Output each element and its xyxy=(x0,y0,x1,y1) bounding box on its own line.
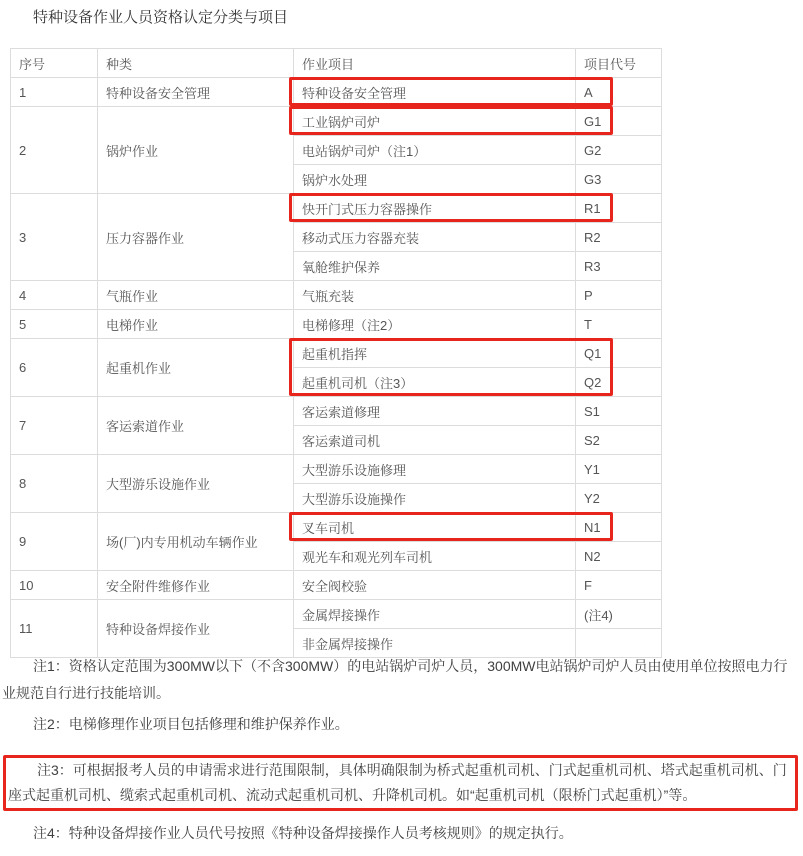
table-row xyxy=(11,281,662,310)
code-cell: Y2 xyxy=(576,484,662,513)
serial-cell: 5 xyxy=(11,310,98,339)
table-row xyxy=(11,513,662,542)
category-cell: 锅炉作业 xyxy=(98,107,294,194)
table-row xyxy=(11,571,662,600)
serial-cell: 2 xyxy=(11,107,98,194)
project-cell: 移动式压力容器充装 xyxy=(294,223,576,252)
project-cell: 工业锅炉司炉 xyxy=(294,107,576,136)
category-cell: 特种设备安全管理 xyxy=(98,78,294,107)
header-serial: 序号 xyxy=(11,49,98,78)
table-row xyxy=(11,455,662,484)
code-cell: S1 xyxy=(576,397,662,426)
project-cell: 锅炉水处理 xyxy=(294,165,576,194)
project-cell: 客运索道司机 xyxy=(294,426,576,455)
category-cell: 客运索道作业 xyxy=(98,397,294,455)
category-cell: 特种设备焊接作业 xyxy=(98,600,294,658)
category-cell: 起重机作业 xyxy=(98,339,294,397)
project-cell: 观光车和观光列车司机 xyxy=(294,542,576,571)
code-cell: F xyxy=(576,571,662,600)
table-row xyxy=(11,107,662,136)
category-cell: 压力容器作业 xyxy=(98,194,294,281)
table-row xyxy=(11,310,662,339)
table-header-row xyxy=(11,49,662,78)
category-cell: 场(厂)内专用机动车辆作业 xyxy=(98,513,294,571)
code-cell: (注4) xyxy=(576,600,662,629)
note-2: 注2：电梯修理作业项目包括修理和维护保养作业。 xyxy=(33,716,349,732)
serial-cell: 8 xyxy=(11,455,98,513)
code-cell: S2 xyxy=(576,426,662,455)
serial-cell: 7 xyxy=(11,397,98,455)
project-cell: 气瓶充装 xyxy=(294,281,576,310)
table-row xyxy=(11,600,662,629)
code-cell: G3 xyxy=(576,165,662,194)
serial-cell: 10 xyxy=(11,571,98,600)
header-project: 作业项目 xyxy=(294,49,576,78)
project-cell: 叉车司机 xyxy=(294,513,576,542)
qualification-table xyxy=(10,48,662,658)
serial-cell: 3 xyxy=(11,194,98,281)
note-4: 注4：特种设备焊接作业人员代号按照《特种设备焊接操作人员考核规则》的规定执行。 xyxy=(33,825,573,841)
note-3-highlighted: 注3：可根据报考人员的申请需求进行范围限制，具体明确限制为桥式起重机司机、门式起重机司机、塔式起重机司机、门座式起重机司机、缆索式起重机司机、流动式起重机司机、升降机司机。如“起重机司机（限桥门式起重机）”等。 xyxy=(3,755,798,811)
category-cell: 大型游乐设施作业 xyxy=(98,455,294,513)
table-row xyxy=(11,339,662,368)
category-cell: 电梯作业 xyxy=(98,310,294,339)
serial-cell: 9 xyxy=(11,513,98,571)
serial-cell: 6 xyxy=(11,339,98,397)
code-cell: G1 xyxy=(576,107,662,136)
header-code: 项目代号 xyxy=(576,49,662,78)
code-cell: G2 xyxy=(576,136,662,165)
code-cell: T xyxy=(576,310,662,339)
code-cell: R2 xyxy=(576,223,662,252)
code-cell: N2 xyxy=(576,542,662,571)
project-cell: 起重机司机（注3） xyxy=(294,368,576,397)
project-cell: 非金属焊接操作 xyxy=(294,629,576,658)
note-1: 注1：资格认定范围为300MW以下（不含300MW）的电站锅炉司炉人员，300MW电站锅炉司炉人员由使用单位按照电力行业规范自行进行技能培训。 xyxy=(2,658,788,701)
code-cell: N1 xyxy=(576,513,662,542)
category-cell: 安全附件维修作业 xyxy=(98,571,294,600)
table-row xyxy=(11,78,662,107)
project-cell: 快开门式压力容器操作 xyxy=(294,194,576,223)
project-cell: 大型游乐设施修理 xyxy=(294,455,576,484)
project-cell: 客运索道修理 xyxy=(294,397,576,426)
project-cell: 安全阀校验 xyxy=(294,571,576,600)
code-cell: Q2 xyxy=(576,368,662,397)
project-cell: 起重机指挥 xyxy=(294,339,576,368)
project-cell: 电梯修理（注2） xyxy=(294,310,576,339)
code-cell: A xyxy=(576,78,662,107)
page-title: 特种设备作业人员资格认定分类与项目 xyxy=(33,9,289,26)
code-cell: Q1 xyxy=(576,339,662,368)
project-cell: 金属焊接操作 xyxy=(294,600,576,629)
code-cell: R1 xyxy=(576,194,662,223)
project-cell: 特种设备安全管理 xyxy=(294,78,576,107)
table-row xyxy=(11,194,662,223)
table-row xyxy=(11,397,662,426)
header-category: 种类 xyxy=(98,49,294,78)
category-cell: 气瓶作业 xyxy=(98,281,294,310)
code-cell: R3 xyxy=(576,252,662,281)
project-cell: 氧舱维护保养 xyxy=(294,252,576,281)
serial-cell: 1 xyxy=(11,78,98,107)
code-cell: P xyxy=(576,281,662,310)
code-cell: Y1 xyxy=(576,455,662,484)
project-cell: 大型游乐设施操作 xyxy=(294,484,576,513)
project-cell: 电站锅炉司炉（注1） xyxy=(294,136,576,165)
serial-cell: 4 xyxy=(11,281,98,310)
serial-cell: 11 xyxy=(11,600,98,658)
